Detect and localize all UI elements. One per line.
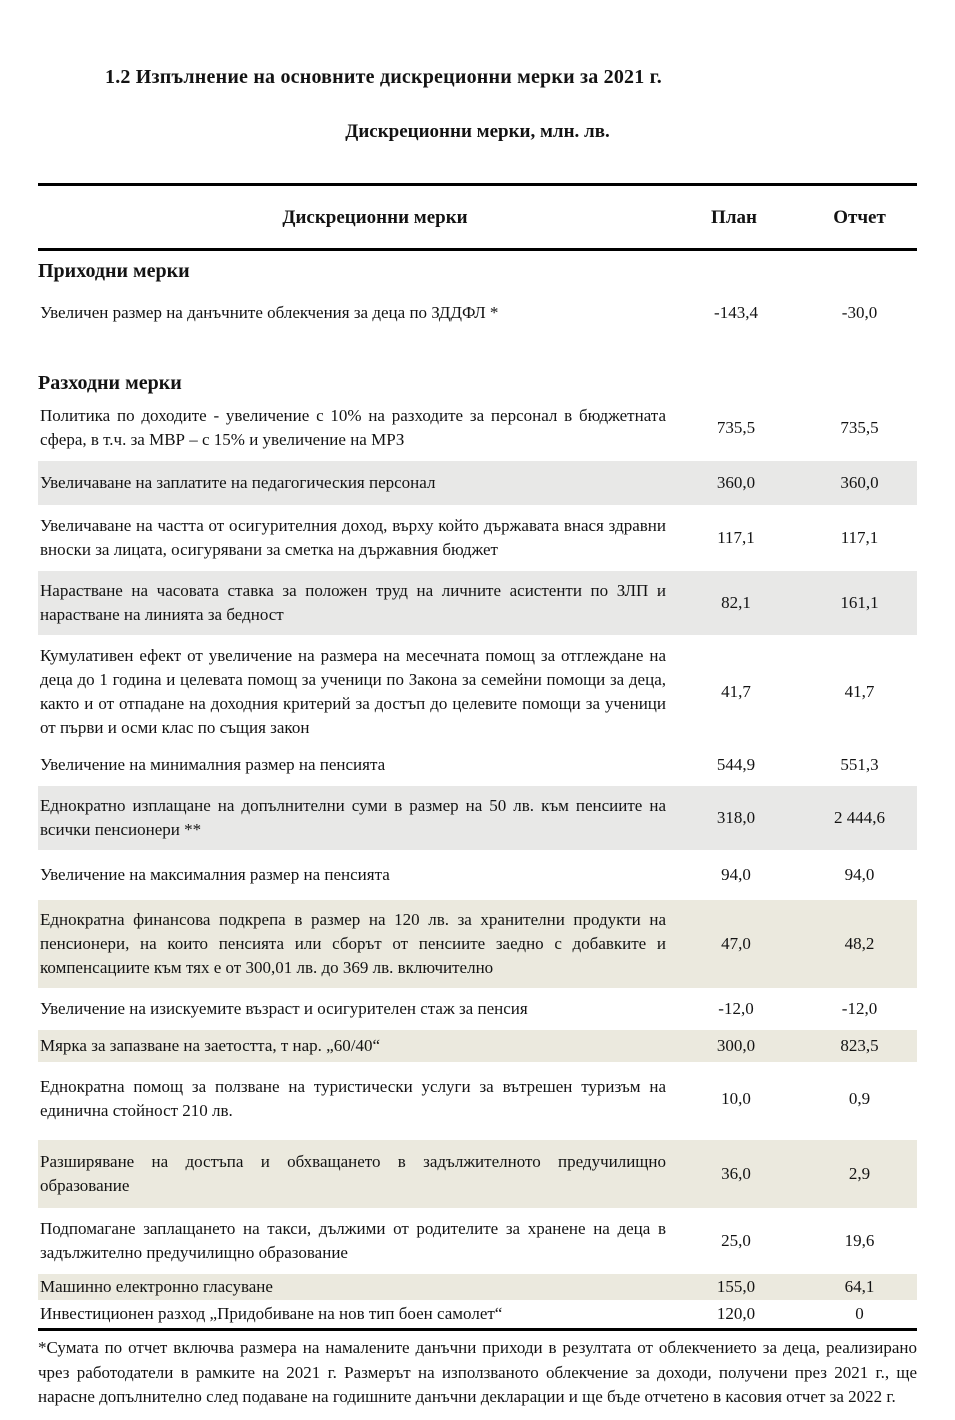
- report-cell: 41,7: [844, 682, 875, 701]
- table-row: [38, 1140, 917, 1208]
- table-bottom-rule: [38, 1328, 917, 1331]
- footnote: *Сумата по отчет включва размера на намалените данъчни приходи в резултата от облекчението за деца, реализирано чрез работодатели в рамките на 2021 г. Размерът на използваното облекчение за доходи, получени през 2021 г., ще нарасне допълнително след подаване на годишните данъчни декларации и ще бъде отчетено в касовия отчет за 2022 г.: [38, 1338, 917, 1406]
- table-row: [38, 287, 917, 353]
- plan-cell: 117,1: [717, 528, 755, 547]
- measure-cell: Мярка за запазване на заетостта, т нар. „60/40“: [40, 1036, 380, 1055]
- report-cell: 161,1: [840, 593, 879, 612]
- measure-cell: Увеличаване на заплатите на педагогическия персонал: [40, 473, 436, 492]
- report-cell: 64,1: [844, 1277, 875, 1296]
- plan-cell: 360,0: [716, 473, 756, 492]
- measure-cell: Еднократна финансова подкрепа в размер на 120 лв. за хранителни продукти на пенсионери, на които пенсията или сборът от пенсиите заедно с добавките и компенсациите към тях е от 300,01 лв. до 369 лв. включително: [40, 910, 666, 977]
- plan-cell: 94,0: [721, 865, 751, 884]
- column-header-plan: План: [711, 207, 757, 228]
- table-row: [38, 640, 917, 744]
- measure-cell: Увеличаване на частта от осигурителния доход, върху който държавата внася здравни вноски за лицата, осигурявани за сметка на държавния бюджет: [40, 516, 666, 559]
- plan-cell: 120,0: [716, 1304, 756, 1323]
- measure-cell: Инвестиционен разход „Придобиване на нов тип боен самолет“: [40, 1304, 503, 1323]
- report-cell: 823,5: [840, 1036, 879, 1055]
- report-cell: 2,9: [848, 1164, 871, 1183]
- table-row: [38, 993, 917, 1025]
- measure-cell: Кумулативен ефект от увеличение на размера на месечната помощ за отглеждане на деца до 1 година и целевата помощ за ученици по Закона за семейни помощи за деца, както и от отпадане на доходния критерий за достъп до целевите помощи за ученици от първи и осми клас по същия закон: [40, 646, 666, 737]
- table-caption: Дискреционни мерки, млн. лв.: [345, 121, 610, 142]
- measure-cell: Нарастване на часовата ставка за положен труд на личните асистенти по ЗЛП и нарастване на линията за бедност: [40, 581, 666, 624]
- measure-cell: Еднократна помощ за ползване на туристически услуги за вътрешен туризъм на единична стойност 210 лв.: [40, 1077, 666, 1120]
- report-cell: 2 444,6: [834, 808, 885, 827]
- plan-cell: 47,0: [721, 934, 751, 953]
- table-row: [38, 1067, 917, 1131]
- table-row: [38, 1274, 917, 1300]
- document-content: [38, 66, 917, 1410]
- report-cell: 0: [855, 1304, 864, 1323]
- plan-cell: 735,5: [716, 418, 756, 437]
- measure-cell: Еднократно изплащане на допълнителни суми в размер на 50 лв. към пенсиите на всички пенсионери **: [40, 796, 666, 839]
- measure-cell: Увеличен размер на данъчните облекчения за деца по ЗДДФЛ *: [40, 303, 499, 322]
- report-cell: 360,0: [840, 473, 879, 492]
- measure-cell: Увеличение на минималния размер на пенсията: [40, 755, 386, 774]
- measure-cell: Машинно електронно гласуване: [40, 1277, 273, 1296]
- report-cell: 48,2: [844, 934, 875, 953]
- table-row: [38, 1213, 917, 1269]
- discretionary-measures-table: [38, 183, 917, 1410]
- plan-cell: -143,4: [714, 303, 758, 322]
- plan-cell: 300,0: [716, 1036, 756, 1055]
- measure-cell: Подпомагане заплащането на такси, дължими от родителите за хранене на деца в задължително предучилищно образование: [40, 1219, 666, 1262]
- measure-cell: Увеличение на максималния размер на пенсията: [40, 865, 390, 884]
- table-row: [38, 571, 917, 635]
- plan-cell: 10,0: [721, 1089, 751, 1108]
- section-header-expenditure-measures: Разходни мерки: [38, 372, 182, 394]
- measure-cell: Политика по доходите - увеличение с 10% на разходите за персонал в бюджетната сфера, в т.ч. за МВР – с 15% и увеличение на МРЗ: [40, 406, 666, 449]
- report-cell: 0,9: [848, 1089, 871, 1108]
- report-cell: -30,0: [841, 303, 878, 322]
- table-header-row: [38, 186, 917, 251]
- plan-cell: -12,0: [718, 999, 754, 1018]
- measure-cell: Разширяване на достъпа и обхващането в задължителното предучилищно образование: [40, 1152, 666, 1195]
- table-row: [38, 1301, 917, 1327]
- report-cell: 19,6: [844, 1231, 875, 1250]
- plan-cell: 82,1: [721, 593, 751, 612]
- table-row: [38, 510, 917, 566]
- report-cell: 735,5: [840, 418, 879, 437]
- section-header-revenue-measures: Приходни мерки: [38, 260, 190, 282]
- plan-cell: 41,7: [721, 682, 751, 701]
- table-row: [38, 749, 917, 781]
- report-cell: 551,3: [840, 755, 879, 774]
- table-row: [38, 859, 917, 891]
- plan-cell: 544,9: [716, 755, 756, 774]
- report-cell: 94,0: [844, 865, 875, 884]
- report-cell: -12,0: [841, 999, 878, 1018]
- table-row: [38, 900, 917, 988]
- plan-cell: 36,0: [721, 1164, 751, 1183]
- page-title: 1.2 Изпълнение на основните дискреционни мерки за 2021 г.: [105, 66, 662, 88]
- plan-cell: 318,0: [716, 808, 756, 827]
- table-row: [38, 461, 917, 505]
- column-header-report: Отчет: [833, 207, 886, 228]
- table-row: [38, 786, 917, 850]
- plan-cell: 25,0: [721, 1231, 751, 1250]
- table-row: [38, 1030, 917, 1062]
- measure-cell: Увеличение на изискуемите възраст и осигурителен стаж за пенсия: [40, 999, 528, 1018]
- column-header-measures: Дискреционни мерки: [282, 207, 468, 228]
- table-row: [38, 400, 917, 456]
- report-cell: 117,1: [840, 528, 879, 547]
- plan-cell: 155,0: [716, 1277, 756, 1296]
